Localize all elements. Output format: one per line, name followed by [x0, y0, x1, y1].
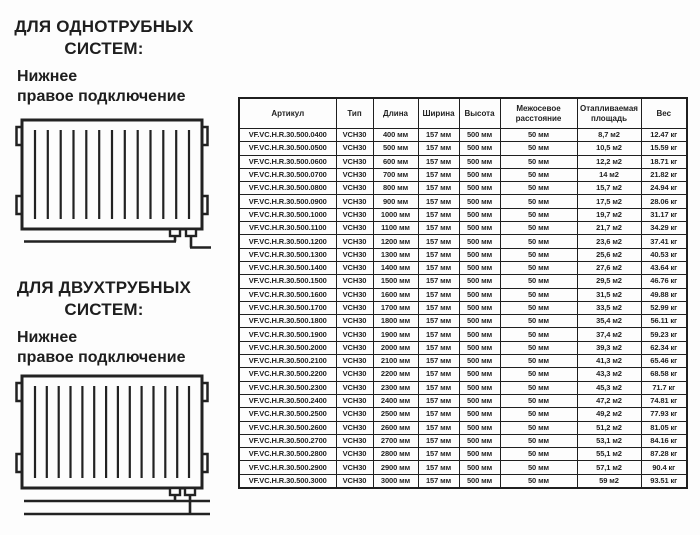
spec-table-cell: 14 м2 [577, 168, 641, 181]
spec-table-cell: 500 мм [459, 381, 500, 394]
spec-table-cell: 21.82 кг [641, 168, 687, 181]
spec-table-cell: 50 мм [500, 328, 577, 341]
connection-stub [170, 488, 180, 495]
spec-table-cell: 18.71 кг [641, 155, 687, 168]
connection-stub [170, 229, 180, 236]
connection-stub [186, 229, 196, 236]
spec-table-row [239, 235, 687, 248]
spec-table-cell: 157 мм [418, 275, 459, 288]
spec-table-cell: 1100 мм [373, 222, 418, 235]
spec-table-cell: 45,3 м2 [577, 381, 641, 394]
spec-table-cell: 500 мм [459, 448, 500, 461]
spec-table-cell: VCH30 [336, 301, 373, 314]
spec-table-cell: 500 мм [459, 288, 500, 301]
spec-table-cell: 157 мм [418, 315, 459, 328]
spec-table-cell: 500 мм [459, 208, 500, 221]
spec-table-cell: 50 мм [500, 142, 577, 155]
single-pipe-title-line1: ДЛЯ ОДНОТРУБНЫХ [14, 17, 194, 36]
spec-table-cell: 56.11 кг [641, 315, 687, 328]
spec-table-cell: 500 мм [459, 261, 500, 274]
spec-table-cell: 500 мм [459, 421, 500, 434]
spec-table-cell: 157 мм [418, 288, 459, 301]
spec-table-cell: VCH30 [336, 155, 373, 168]
spec-table-cell: VCH30 [336, 248, 373, 261]
spec-table-cell: 157 мм [418, 461, 459, 474]
spec-table-header-cell: Длина [373, 98, 418, 129]
spec-table-cell: 1500 мм [373, 275, 418, 288]
spec-table-cell: 500 мм [459, 394, 500, 407]
spec-table-cell: 500 мм [459, 195, 500, 208]
spec-table-cell: 1000 мм [373, 208, 418, 221]
radiator-body [22, 376, 202, 488]
spec-table-cell: VCH30 [336, 434, 373, 447]
spec-table-cell: VCH30 [336, 315, 373, 328]
spec-table-cell: 8,7 м2 [577, 129, 641, 142]
spec-table-row [239, 142, 687, 155]
spec-table-cell: 74.81 кг [641, 394, 687, 407]
connection-stub [185, 488, 195, 495]
spec-table-cell: 500 мм [459, 155, 500, 168]
spec-table-row [239, 368, 687, 381]
spec-table-cell: 46.76 кг [641, 275, 687, 288]
spec-table-cell: 21,7 м2 [577, 222, 641, 235]
spec-table-cell: 41,3 м2 [577, 355, 641, 368]
spec-table-cell: 1300 мм [373, 248, 418, 261]
spec-table-cell: 157 мм [418, 381, 459, 394]
spec-table-cell: VCH30 [336, 182, 373, 195]
spec-table-cell: 50 мм [500, 235, 577, 248]
spec-table-cell: 157 мм [418, 208, 459, 221]
spec-table-cell: 15.59 кг [641, 142, 687, 155]
spec-table-cell: 77.93 кг [641, 408, 687, 421]
spec-table-cell: 157 мм [418, 394, 459, 407]
spec-table-cell: 2200 мм [373, 368, 418, 381]
spec-table-cell: 500 мм [459, 461, 500, 474]
spec-table-row [239, 301, 687, 314]
spec-table-cell: VCH30 [336, 368, 373, 381]
spec-table-container [238, 97, 686, 489]
spec-table-row [239, 408, 687, 421]
spec-table-cell: VF.VC.H.R.30.500.2700 [239, 434, 336, 447]
spec-table-header-cell: Отапливаемая площадь [577, 98, 641, 129]
two-pipe-radiator-diagram [12, 368, 222, 525]
spec-table-cell: 500 мм [459, 408, 500, 421]
spec-table-cell: 400 мм [373, 129, 418, 142]
spec-table-cell: 24.94 кг [641, 182, 687, 195]
spec-table-cell: 157 мм [418, 235, 459, 248]
spec-table-cell: 62.34 кг [641, 341, 687, 354]
spec-table-cell: 157 мм [418, 368, 459, 381]
two-pipe-connection-label [17, 328, 227, 368]
spec-table-cell: 50 мм [500, 261, 577, 274]
spec-table-cell: 157 мм [418, 341, 459, 354]
two-pipe-connection-line1: Нижнее [17, 329, 78, 346]
spec-table-cell: 50 мм [500, 315, 577, 328]
spec-table-cell: VF.VC.H.R.30.500.3000 [239, 474, 336, 488]
spec-table-cell: VF.VC.H.R.30.500.2200 [239, 368, 336, 381]
spec-table-header-cell: Вес [641, 98, 687, 129]
spec-table-cell: 87.28 кг [641, 448, 687, 461]
spec-table-cell: 59 м2 [577, 474, 641, 488]
spec-table-cell: 50 мм [500, 182, 577, 195]
spec-table-cell: 2300 мм [373, 381, 418, 394]
spec-table-cell: VF.VC.H.R.30.500.1300 [239, 248, 336, 261]
spec-table-cell: 157 мм [418, 129, 459, 142]
spec-table-cell: 28.06 кг [641, 195, 687, 208]
spec-table-cell: 90.4 кг [641, 461, 687, 474]
spec-table-cell: 157 мм [418, 301, 459, 314]
spec-table-row [239, 248, 687, 261]
spec-table-cell: 50 мм [500, 208, 577, 221]
spec-table-cell: 500 мм [459, 182, 500, 195]
spec-table-cell: VF.VC.H.R.30.500.2500 [239, 408, 336, 421]
spec-table-cell: 53,1 м2 [577, 434, 641, 447]
spec-table-cell: 50 мм [500, 421, 577, 434]
spec-table-cell: VF.VC.H.R.30.500.1600 [239, 288, 336, 301]
spec-table-cell: VF.VC.H.R.30.500.2300 [239, 381, 336, 394]
spec-table-cell: 500 мм [459, 368, 500, 381]
spec-table-cell: VF.VC.H.R.30.500.2000 [239, 341, 336, 354]
spec-table-row [239, 448, 687, 461]
spec-table-cell: 50 мм [500, 301, 577, 314]
spec-table-cell: 157 мм [418, 261, 459, 274]
spec-table-cell: VF.VC.H.R.30.500.0500 [239, 142, 336, 155]
spec-table-cell: 55,1 м2 [577, 448, 641, 461]
spec-table-cell: 43,3 м2 [577, 368, 641, 381]
two-pipe-title-line1: ДЛЯ ДВУХТРУБНЫХ [16, 278, 192, 297]
spec-table-row [239, 474, 687, 488]
spec-table-cell: 50 мм [500, 394, 577, 407]
spec-table-cell: 39,3 м2 [577, 341, 641, 354]
single-pipe-section-title [8, 16, 200, 60]
spec-table-header-cell: Тип [336, 98, 373, 129]
spec-table-cell: 157 мм [418, 168, 459, 181]
spec-table-cell: 50 мм [500, 448, 577, 461]
spec-table-cell: 500 мм [459, 142, 500, 155]
spec-table-row [239, 155, 687, 168]
spec-table-cell: 84.16 кг [641, 434, 687, 447]
spec-table-cell: 500 мм [459, 235, 500, 248]
spec-table-cell: 157 мм [418, 155, 459, 168]
spec-table-cell: 12.47 кг [641, 129, 687, 142]
spec-table-cell: 52.99 кг [641, 301, 687, 314]
spec-table-cell: VCH30 [336, 474, 373, 488]
spec-table [238, 97, 688, 489]
spec-table-cell: 2500 мм [373, 408, 418, 421]
spec-table-cell: 157 мм [418, 248, 459, 261]
spec-table-cell: VCH30 [336, 421, 373, 434]
spec-table-cell: VCH30 [336, 208, 373, 221]
spec-table-cell: VF.VC.H.R.30.500.1400 [239, 261, 336, 274]
spec-table-cell: VF.VC.H.R.30.500.1200 [239, 235, 336, 248]
spec-table-cell: 1600 мм [373, 288, 418, 301]
spec-table-cell: 50 мм [500, 341, 577, 354]
spec-table-row [239, 288, 687, 301]
spec-table-cell: 500 мм [459, 355, 500, 368]
spec-table-cell: 68.58 кг [641, 368, 687, 381]
spec-table-cell: VCH30 [336, 195, 373, 208]
spec-table-row [239, 275, 687, 288]
spec-table-cell: 23,6 м2 [577, 235, 641, 248]
spec-table-header-cell: Межосевое расстояние [500, 98, 577, 129]
spec-table-cell: 51,2 м2 [577, 421, 641, 434]
spec-table-cell: 500 мм [459, 129, 500, 142]
spec-table-cell: VCH30 [336, 288, 373, 301]
two-pipe-title-line2: СИСТЕМ: [64, 300, 144, 319]
single-pipe-connection-line1: Нижнее [17, 68, 78, 85]
spec-table-row [239, 208, 687, 221]
spec-table-cell: VCH30 [336, 461, 373, 474]
spec-table-cell: 700 мм [373, 168, 418, 181]
spec-table-cell: 157 мм [418, 142, 459, 155]
spec-table-cell: VCH30 [336, 235, 373, 248]
spec-table-cell: 2700 мм [373, 434, 418, 447]
spec-table-cell: 157 мм [418, 421, 459, 434]
spec-table-cell: VCH30 [336, 222, 373, 235]
spec-table-cell: 500 мм [459, 168, 500, 181]
spec-table-cell: 50 мм [500, 368, 577, 381]
spec-table-cell: 500 мм [459, 474, 500, 488]
spec-table-cell: 500 мм [459, 275, 500, 288]
spec-table-cell: 157 мм [418, 434, 459, 447]
spec-table-cell: 65.46 кг [641, 355, 687, 368]
spec-table-cell: 50 мм [500, 461, 577, 474]
spec-table-cell: VCH30 [336, 261, 373, 274]
spec-table-cell: 59.23 кг [641, 328, 687, 341]
spec-table-cell: 500 мм [459, 301, 500, 314]
spec-table-cell: VF.VC.H.R.30.500.1700 [239, 301, 336, 314]
spec-table-cell: VF.VC.H.R.30.500.2900 [239, 461, 336, 474]
spec-table-cell: VCH30 [336, 168, 373, 181]
spec-table-cell: VF.VC.H.R.30.500.0900 [239, 195, 336, 208]
spec-table-cell: 157 мм [418, 222, 459, 235]
spec-table-cell: VF.VC.H.R.30.500.0700 [239, 168, 336, 181]
spec-table-cell: VCH30 [336, 448, 373, 461]
spec-table-cell: 12,2 м2 [577, 155, 641, 168]
spec-table-cell: 157 мм [418, 474, 459, 488]
spec-table-cell: 2900 мм [373, 461, 418, 474]
spec-table-row [239, 394, 687, 407]
spec-table-cell: 500 мм [373, 142, 418, 155]
spec-table-cell: 1800 мм [373, 315, 418, 328]
spec-table-cell: 2600 мм [373, 421, 418, 434]
spec-table-cell: VCH30 [336, 328, 373, 341]
spec-table-cell: 50 мм [500, 288, 577, 301]
spec-table-cell: VF.VC.H.R.30.500.2400 [239, 394, 336, 407]
spec-table-cell: 50 мм [500, 381, 577, 394]
spec-table-cell: VF.VC.H.R.30.500.1800 [239, 315, 336, 328]
spec-table-cell: 50 мм [500, 155, 577, 168]
spec-table-cell: 81.05 кг [641, 421, 687, 434]
spec-table-cell: 500 мм [459, 434, 500, 447]
single-pipe-connection-label [17, 67, 227, 107]
spec-table-cell: 50 мм [500, 434, 577, 447]
spec-table-cell: 50 мм [500, 222, 577, 235]
spec-table-cell: VCH30 [336, 275, 373, 288]
spec-table-cell: 93.51 кг [641, 474, 687, 488]
spec-table-row [239, 328, 687, 341]
two-pipe-section-title [8, 277, 200, 321]
spec-table-header-row [239, 98, 687, 129]
spec-table-cell: 43.64 кг [641, 261, 687, 274]
spec-table-row [239, 315, 687, 328]
spec-table-cell: 35,4 м2 [577, 315, 641, 328]
spec-table-header-cell: Артикул [239, 98, 336, 129]
spec-table-cell: 31.17 кг [641, 208, 687, 221]
spec-table-cell: 600 мм [373, 155, 418, 168]
spec-table-cell: 49,2 м2 [577, 408, 641, 421]
spec-table-cell: 50 мм [500, 129, 577, 142]
spec-table-cell: VF.VC.H.R.30.500.1900 [239, 328, 336, 341]
spec-table-cell: 31,5 м2 [577, 288, 641, 301]
spec-table-cell: 27,6 м2 [577, 261, 641, 274]
spec-table-cell: 10,5 м2 [577, 142, 641, 155]
spec-table-cell: 1400 мм [373, 261, 418, 274]
spec-table-cell: VCH30 [336, 341, 373, 354]
spec-table-cell: 2000 мм [373, 341, 418, 354]
spec-table-cell: VF.VC.H.R.30.500.0800 [239, 182, 336, 195]
spec-table-cell: 500 мм [459, 328, 500, 341]
spec-table-row [239, 381, 687, 394]
spec-table-cell: 800 мм [373, 182, 418, 195]
spec-table-cell: 500 мм [459, 315, 500, 328]
spec-table-cell: 50 мм [500, 355, 577, 368]
spec-table-cell: 29,5 м2 [577, 275, 641, 288]
spec-table-row [239, 261, 687, 274]
spec-table-cell: 157 мм [418, 328, 459, 341]
spec-table-row [239, 129, 687, 142]
spec-table-cell: 157 мм [418, 355, 459, 368]
spec-table-cell: 57,1 м2 [577, 461, 641, 474]
spec-table-cell: 500 мм [459, 341, 500, 354]
spec-table-cell: 17,5 м2 [577, 195, 641, 208]
spec-table-cell: 2800 мм [373, 448, 418, 461]
spec-table-cell: VCH30 [336, 142, 373, 155]
single-pipe-radiator-diagram [12, 113, 222, 255]
single-pipe-connection-line2: правое подключение [17, 88, 186, 105]
two-pipe-lines [24, 495, 210, 514]
spec-table-cell: 37,4 м2 [577, 328, 641, 341]
spec-table-cell: 40.53 кг [641, 248, 687, 261]
spec-table-row [239, 461, 687, 474]
spec-table-row [239, 341, 687, 354]
spec-table-cell: 47,2 м2 [577, 394, 641, 407]
spec-table-cell: VCH30 [336, 394, 373, 407]
spec-table-cell: 49.88 кг [641, 288, 687, 301]
spec-table-cell: 19,7 м2 [577, 208, 641, 221]
spec-table-cell: VF.VC.H.R.30.500.1500 [239, 275, 336, 288]
spec-table-cell: 157 мм [418, 408, 459, 421]
spec-table-cell: 71.7 кг [641, 381, 687, 394]
spec-table-cell: 157 мм [418, 195, 459, 208]
spec-table-cell: VF.VC.H.R.30.500.1100 [239, 222, 336, 235]
spec-table-cell: 50 мм [500, 474, 577, 488]
spec-table-row [239, 355, 687, 368]
spec-table-cell: VF.VC.H.R.30.500.0600 [239, 155, 336, 168]
spec-table-cell: VF.VC.H.R.30.500.2600 [239, 421, 336, 434]
spec-table-cell: 1200 мм [373, 235, 418, 248]
spec-table-cell: 50 мм [500, 168, 577, 181]
spec-table-cell: 15,7 м2 [577, 182, 641, 195]
spec-table-cell: 50 мм [500, 248, 577, 261]
spec-table-row [239, 182, 687, 195]
spec-table-cell: 1700 мм [373, 301, 418, 314]
spec-table-cell: 900 мм [373, 195, 418, 208]
spec-table-header-cell: Высота [459, 98, 500, 129]
spec-table-cell: 157 мм [418, 448, 459, 461]
spec-table-cell: 2100 мм [373, 355, 418, 368]
spec-table-cell: 50 мм [500, 195, 577, 208]
single-pipe-lines [24, 236, 211, 248]
spec-table-cell: 50 мм [500, 408, 577, 421]
spec-table-row [239, 168, 687, 181]
spec-table-cell: VF.VC.H.R.30.500.2100 [239, 355, 336, 368]
spec-table-cell: 3000 мм [373, 474, 418, 488]
spec-table-row [239, 421, 687, 434]
spec-table-cell: 33,5 м2 [577, 301, 641, 314]
spec-table-cell: 500 мм [459, 222, 500, 235]
spec-table-cell: 34.29 кг [641, 222, 687, 235]
spec-table-cell: 500 мм [459, 248, 500, 261]
spec-table-row [239, 195, 687, 208]
spec-table-row [239, 434, 687, 447]
spec-table-cell: 50 мм [500, 275, 577, 288]
spec-table-cell: VCH30 [336, 355, 373, 368]
spec-table-cell: 157 мм [418, 182, 459, 195]
single-pipe-title-line2: СИСТЕМ: [64, 39, 144, 58]
spec-table-cell: VF.VC.H.R.30.500.0400 [239, 129, 336, 142]
spec-table-cell: VF.VC.H.R.30.500.2800 [239, 448, 336, 461]
spec-table-cell: VCH30 [336, 408, 373, 421]
spec-table-cell: 1900 мм [373, 328, 418, 341]
spec-table-cell: 37.41 кг [641, 235, 687, 248]
spec-table-row [239, 222, 687, 235]
spec-table-cell: VCH30 [336, 381, 373, 394]
spec-table-cell: VF.VC.H.R.30.500.1000 [239, 208, 336, 221]
spec-table-cell: 25,6 м2 [577, 248, 641, 261]
spec-table-cell: VCH30 [336, 129, 373, 142]
spec-table-cell: 2400 мм [373, 394, 418, 407]
spec-table-header-cell: Ширина [418, 98, 459, 129]
two-pipe-connection-line2: правое подключение [17, 349, 186, 366]
